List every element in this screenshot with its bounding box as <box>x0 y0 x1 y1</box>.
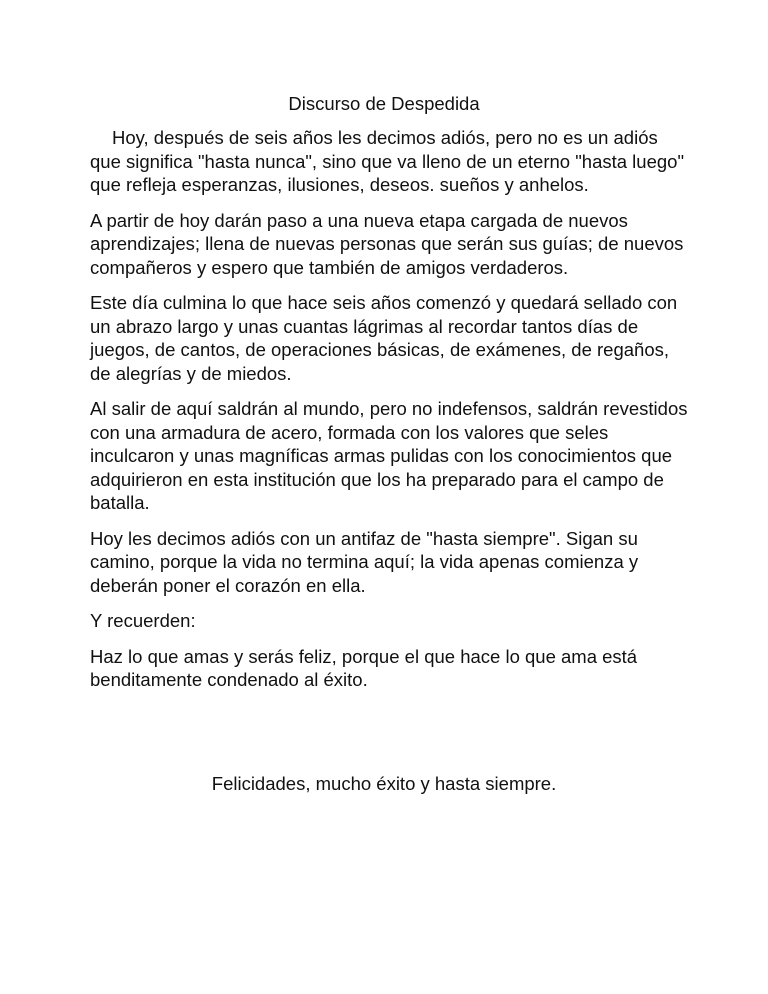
paragraph-new-stage: A partir de hoy darán paso a una nueva etapa cargada de nuevos aprendizajes; llena de nuevas personas que serán sus guías; de nuevos compañeros y espero que también de amigos verdaderos. <box>90 209 684 278</box>
paragraph-quote: Haz lo que amas y serás feliz, porque el que hace lo que ama está benditamente condenado al éxito. <box>90 645 638 690</box>
document-title: Discurso de Despedida <box>288 93 480 114</box>
paragraph-recuerden: Y recuerden: <box>90 610 196 631</box>
document-body <box>90 126 690 704</box>
paragraph-hasta-siempre: Hoy les decimos adiós con un antifaz de "hasta siempre". Sigan su camino, porque la vida no termina aquí; la vida apenas comienza y deberán poner el corazón en ella. <box>90 527 639 596</box>
paragraph-farewell: Hoy, después de seis años les decimos adiós, pero no es un adiós que significa "hasta nunca", sino que va lleno de un eterno "hasta luego" que refleja esperanzas, ilusiones, deseos. sueños y anhelos. <box>90 127 685 195</box>
paragraph-armor: Al salir de aquí saldrán al mundo, pero no indefensos, saldrán revestidos con una armadura de acero, formada con los valores que seles inculcaron y unas magníficas armas pulidas con los conocimientos que adquirieron en esta institución que los ha preparado para el campo de batalla. <box>90 398 688 513</box>
paragraph-culmination: Este día culmina lo que hace seis años comenzó y quedará sellado con un abrazo largo y unas cuantas lágrimas al recordar tantos días de juegos, de cantos, de operaciones básicas, de exámenes, de regaños, de alegrías y de miedos. <box>90 292 678 384</box>
closing-line: Felicidades, mucho éxito y hasta siempre. <box>211 773 557 794</box>
